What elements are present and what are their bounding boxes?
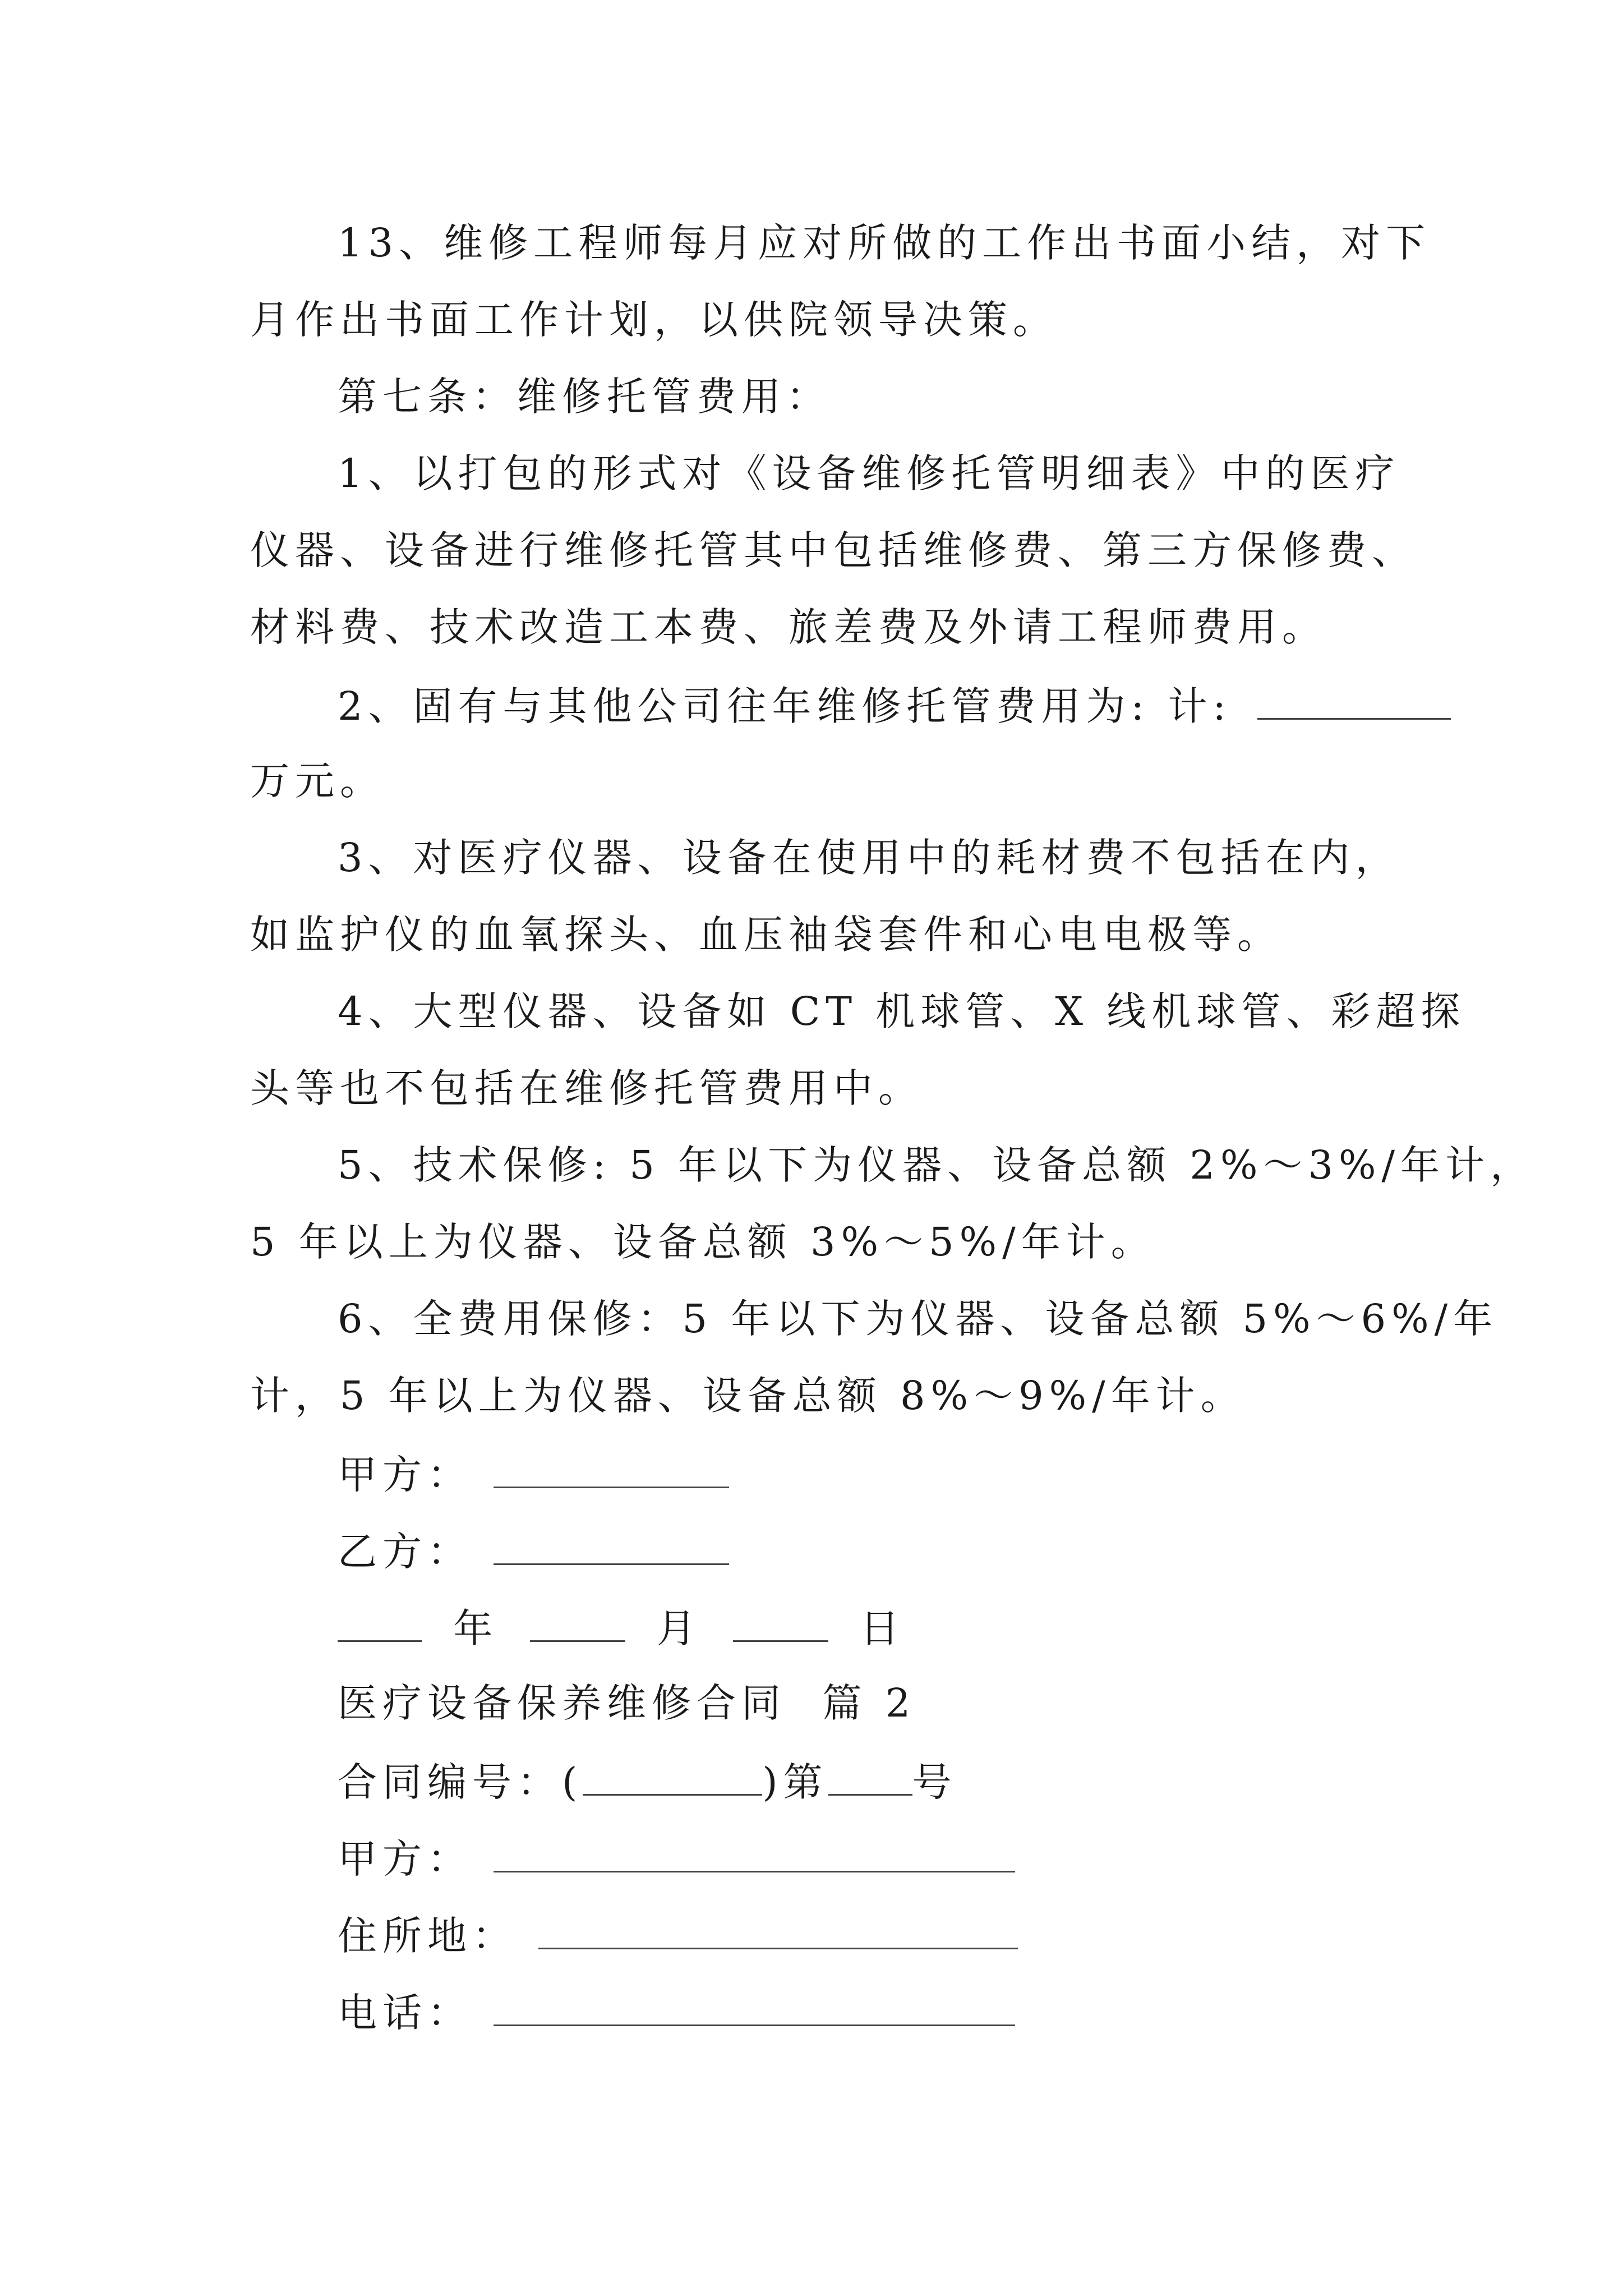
article-7-heading: 第七条：维修托管费用： <box>338 374 831 420</box>
item-2-line-2: 万元。 <box>250 758 385 804</box>
party-b-line <box>338 1529 729 1575</box>
party-a-line <box>338 1452 729 1498</box>
day-label: 日 <box>860 1605 905 1651</box>
phone-blank <box>494 1991 1015 2026</box>
item-1-line-1: 1、以打包的形式对《设备维修托管明细表》中的医疗 <box>338 450 1400 496</box>
party-a-blank <box>494 1453 729 1488</box>
item-6-line-2: 计，5 年以上为仪器、设备总额 8%～9%/年计。 <box>250 1373 1246 1419</box>
item-2-text: 2、固有与其他公司往年维修托管费用为: 计: <box>338 683 1232 729</box>
date-line <box>338 1605 905 1651</box>
party-a-label: 甲方： <box>338 1452 472 1498</box>
year-label: 年 <box>453 1605 499 1651</box>
contract-number-suffix: 号 <box>912 1759 957 1805</box>
month-label: 月 <box>656 1605 702 1651</box>
amount-blank <box>1257 684 1451 720</box>
party-b-label: 乙方： <box>338 1529 472 1575</box>
contract-2-party-a-line <box>338 1836 1015 1882</box>
contract-2-party-a-blank <box>494 1837 1015 1872</box>
day-blank <box>733 1607 828 1642</box>
contract-number-mid: )第 <box>762 1759 828 1805</box>
month-blank <box>530 1607 625 1642</box>
item-3-line-2: 如监护仪的血氧探头、血压袖袋套件和心电电极等。 <box>250 912 1282 958</box>
party-b-blank <box>494 1530 729 1565</box>
contract-2-title: 医疗设备保养维修合同 篇 2 <box>338 1680 916 1726</box>
year-blank <box>338 1607 422 1642</box>
item-1-line-3: 材料费、技术改造工本费、旅差费及外请工程师费用。 <box>250 604 1327 650</box>
phone-line <box>338 1990 1015 2036</box>
item-4-line-1: 4、大型仪器、设备如 CT 机球管、X 线机球管、彩超探 <box>338 988 1466 1034</box>
item-5-line-2: 5 年以上为仪器、设备总额 3%～5%/年计。 <box>250 1219 1156 1265</box>
contract-number-blank-1 <box>583 1760 762 1796</box>
contract-number-prefix: 合同编号：( <box>338 1759 583 1805</box>
item-6-line-1: 6、全费用保修：5 年以下为仪器、设备总额 5%～6%/年 <box>338 1296 1498 1342</box>
item-5-line-1: 5、技术保修: 5 年以下为仪器、设备总额 2%～3%/年计， <box>338 1142 1536 1188</box>
item-4-line-2: 头等也不包括在维修托管费用中。 <box>250 1065 923 1111</box>
contract-2-party-a-label: 甲方： <box>338 1836 472 1882</box>
contract-number-line <box>338 1759 957 1805</box>
address-line <box>338 1913 1018 1959</box>
address-blank <box>538 1914 1018 1949</box>
address-label: 住所地： <box>338 1913 517 1959</box>
paragraph-13-line-2: 月作出书面工作计划，以供院领导决策。 <box>250 297 1058 343</box>
item-2-line-1 <box>338 683 1451 729</box>
paragraph-13-line-1: 13、维修工程师每月应对所做的工作出书面小结，对下 <box>338 220 1431 266</box>
item-1-line-2: 仪器、设备进行维修托管其中包括维修费、第三方保修费、 <box>250 527 1417 573</box>
contract-number-blank-2 <box>828 1760 912 1796</box>
item-3-line-1: 3、对医疗仪器、设备在使用中的耗材费不包括在内， <box>338 835 1400 881</box>
phone-label: 电话： <box>338 1990 472 2036</box>
